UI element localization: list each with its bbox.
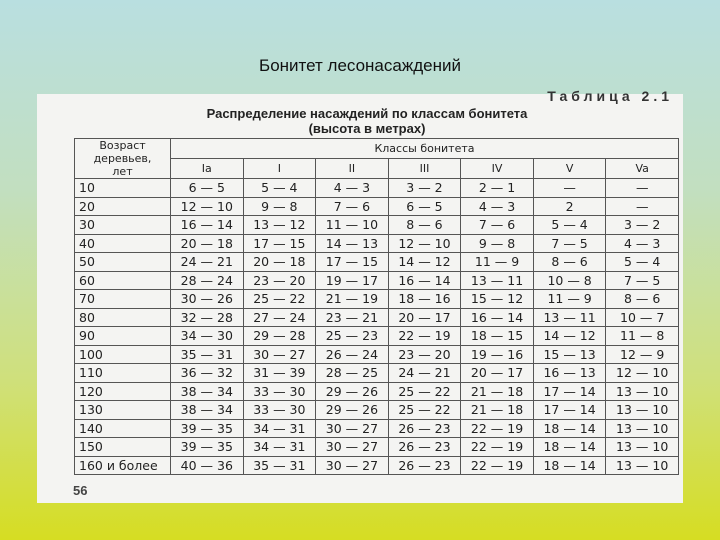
height-cell: 24 — 21 [388, 364, 461, 383]
class-header: II [316, 159, 389, 179]
table-row [75, 364, 679, 383]
age-cell: 100 [75, 345, 171, 364]
height-cell: 32 — 28 [171, 308, 244, 327]
height-cell: 22 — 19 [388, 327, 461, 346]
class-header: Va [606, 159, 679, 179]
height-cell: 24 — 21 [171, 253, 244, 272]
height-cell: 7 — 6 [461, 216, 534, 235]
height-cell: 16 — 13 [533, 364, 606, 383]
height-cell: 31 — 39 [243, 364, 316, 383]
class-header: V [533, 159, 606, 179]
height-cell: 38 — 34 [171, 382, 244, 401]
height-cell: 28 — 25 [316, 364, 389, 383]
height-cell: 40 — 36 [171, 456, 244, 475]
height-cell: 2 [533, 197, 606, 216]
height-cell: — [606, 179, 679, 198]
class-header: I [243, 159, 316, 179]
height-cell: 5 — 4 [243, 179, 316, 198]
height-cell: 20 — 18 [171, 234, 244, 253]
height-cell: 4 — 3 [461, 197, 534, 216]
height-cell: 21 — 18 [461, 401, 534, 420]
height-cell: 13 — 10 [606, 401, 679, 420]
age-cell: 160 и более [75, 456, 171, 475]
height-cell: 15 — 12 [461, 290, 534, 309]
age-cell: 50 [75, 253, 171, 272]
height-cell: 14 — 12 [388, 253, 461, 272]
height-cell: 16 — 14 [171, 216, 244, 235]
table-row [75, 253, 679, 272]
height-cell: 14 — 12 [533, 327, 606, 346]
height-cell: 9 — 8 [461, 234, 534, 253]
height-cell: 7 — 5 [606, 271, 679, 290]
height-cell: 12 — 10 [388, 234, 461, 253]
height-cell: 13 — 10 [606, 419, 679, 438]
height-cell: 39 — 35 [171, 438, 244, 457]
age-cell: 60 [75, 271, 171, 290]
height-cell: 5 — 4 [606, 253, 679, 272]
height-cell: 23 — 21 [316, 308, 389, 327]
height-cell: 30 — 27 [243, 345, 316, 364]
height-cell: 22 — 19 [461, 438, 534, 457]
height-cell: — [606, 197, 679, 216]
height-cell: 13 — 11 [533, 308, 606, 327]
height-cell: 20 — 18 [243, 253, 316, 272]
height-cell: 6 — 5 [171, 179, 244, 198]
height-cell: 11 — 9 [533, 290, 606, 309]
table-row [75, 345, 679, 364]
height-cell: 7 — 5 [533, 234, 606, 253]
age-cell: 90 [75, 327, 171, 346]
table-title [97, 106, 637, 136]
age-cell: 30 [75, 216, 171, 235]
height-cell: 17 — 15 [316, 253, 389, 272]
height-cell: 30 — 27 [316, 419, 389, 438]
table-row [75, 308, 679, 327]
height-cell: 13 — 10 [606, 382, 679, 401]
height-cell: 26 — 24 [316, 345, 389, 364]
height-cell: 34 — 30 [171, 327, 244, 346]
height-cell: 17 — 15 [243, 234, 316, 253]
height-cell: 26 — 23 [388, 419, 461, 438]
table-row [75, 271, 679, 290]
bonitet-classes-header: Классы бонитета [171, 139, 679, 159]
height-cell: 4 — 3 [606, 234, 679, 253]
table-row [75, 419, 679, 438]
height-cell: 8 — 6 [606, 290, 679, 309]
height-cell: 25 — 22 [243, 290, 316, 309]
table-title-line2: (высота в метрах) [308, 121, 426, 136]
height-cell: 18 — 14 [533, 438, 606, 457]
height-cell: 34 — 31 [243, 419, 316, 438]
height-cell: 23 — 20 [243, 271, 316, 290]
table-row [75, 216, 679, 235]
height-cell: 12 — 9 [606, 345, 679, 364]
height-cell: 22 — 19 [461, 456, 534, 475]
height-cell: 10 — 7 [606, 308, 679, 327]
height-cell: 6 — 5 [388, 197, 461, 216]
height-cell: 26 — 23 [388, 456, 461, 475]
table-row [75, 290, 679, 309]
age-header-line: деревьев, [93, 152, 152, 165]
height-cell: 11 — 8 [606, 327, 679, 346]
table-row [75, 382, 679, 401]
height-cell: 18 — 14 [533, 419, 606, 438]
height-cell: 2 — 1 [461, 179, 534, 198]
height-cell: 21 — 18 [461, 382, 534, 401]
height-cell: 20 — 17 [388, 308, 461, 327]
age-cell: 110 [75, 364, 171, 383]
height-cell: 26 — 23 [388, 438, 461, 457]
height-cell: 4 — 3 [316, 179, 389, 198]
height-cell: 22 — 19 [461, 419, 534, 438]
class-header: Ia [171, 159, 244, 179]
class-header: IV [461, 159, 534, 179]
age-cell: 140 [75, 419, 171, 438]
age-cell: 20 [75, 197, 171, 216]
class-header: III [388, 159, 461, 179]
height-cell: 20 — 17 [461, 364, 534, 383]
scanned-page [37, 88, 683, 503]
height-cell: 36 — 32 [171, 364, 244, 383]
height-cell: 30 — 27 [316, 438, 389, 457]
age-cell: 10 [75, 179, 171, 198]
height-cell: 13 — 11 [461, 271, 534, 290]
height-cell: 38 — 34 [171, 401, 244, 420]
height-cell: 14 — 13 [316, 234, 389, 253]
table-row [75, 234, 679, 253]
height-cell: 7 — 6 [316, 197, 389, 216]
height-cell: 12 — 10 [606, 364, 679, 383]
height-cell: 8 — 6 [388, 216, 461, 235]
age-header-line: Возраст [99, 139, 146, 152]
height-cell: 35 — 31 [171, 345, 244, 364]
height-cell: 33 — 30 [243, 401, 316, 420]
age-cell: 40 [75, 234, 171, 253]
height-cell: 11 — 10 [316, 216, 389, 235]
height-cell: 12 — 10 [171, 197, 244, 216]
height-cell: 17 — 14 [533, 401, 606, 420]
height-cell: 17 — 14 [533, 382, 606, 401]
height-cell: 34 — 31 [243, 438, 316, 457]
height-cell: 25 — 22 [388, 401, 461, 420]
table-number: Таблица 2.1 [547, 88, 673, 104]
height-cell: 21 — 19 [316, 290, 389, 309]
table-row [75, 401, 679, 420]
height-cell: 15 — 13 [533, 345, 606, 364]
height-cell: 9 — 8 [243, 197, 316, 216]
age-cell: 130 [75, 401, 171, 420]
height-cell: 39 — 35 [171, 419, 244, 438]
height-cell: 18 — 16 [388, 290, 461, 309]
table-title-line1: Распределение насаждений по классам бонитета [206, 106, 528, 121]
table-row [75, 179, 679, 198]
height-cell: 25 — 23 [316, 327, 389, 346]
height-cell: 29 — 26 [316, 401, 389, 420]
page-number: 56 [73, 483, 88, 498]
height-cell: 18 — 14 [533, 456, 606, 475]
height-cell: 30 — 26 [171, 290, 244, 309]
height-cell: 29 — 26 [316, 382, 389, 401]
age-column-header [75, 139, 171, 179]
height-cell: 11 — 9 [461, 253, 534, 272]
age-cell: 150 [75, 438, 171, 457]
height-cell: 29 — 28 [243, 327, 316, 346]
height-cell: 3 — 2 [388, 179, 461, 198]
height-cell: 13 — 12 [243, 216, 316, 235]
age-header-line: лет [112, 165, 133, 178]
height-cell: 16 — 14 [388, 271, 461, 290]
table-row [75, 456, 679, 475]
height-cell: 8 — 6 [533, 253, 606, 272]
height-cell: 18 — 15 [461, 327, 534, 346]
height-cell: 13 — 10 [606, 456, 679, 475]
height-cell: 10 — 8 [533, 271, 606, 290]
bonitet-table [74, 138, 679, 475]
height-cell: 19 — 16 [461, 345, 534, 364]
table-row [75, 197, 679, 216]
age-cell: 80 [75, 308, 171, 327]
height-cell: 35 — 31 [243, 456, 316, 475]
height-cell: 19 — 17 [316, 271, 389, 290]
age-cell: 120 [75, 382, 171, 401]
height-cell: 25 — 22 [388, 382, 461, 401]
height-cell: 23 — 20 [388, 345, 461, 364]
height-cell: 28 — 24 [171, 271, 244, 290]
age-cell: 70 [75, 290, 171, 309]
slide-title: Бонитет лесонасаждений [259, 56, 461, 75]
height-cell: 27 — 24 [243, 308, 316, 327]
height-cell: 3 — 2 [606, 216, 679, 235]
height-cell: — [533, 179, 606, 198]
height-cell: 13 — 10 [606, 438, 679, 457]
height-cell: 5 — 4 [533, 216, 606, 235]
table-row [75, 327, 679, 346]
table-row [75, 438, 679, 457]
height-cell: 30 — 27 [316, 456, 389, 475]
height-cell: 16 — 14 [461, 308, 534, 327]
height-cell: 33 — 30 [243, 382, 316, 401]
